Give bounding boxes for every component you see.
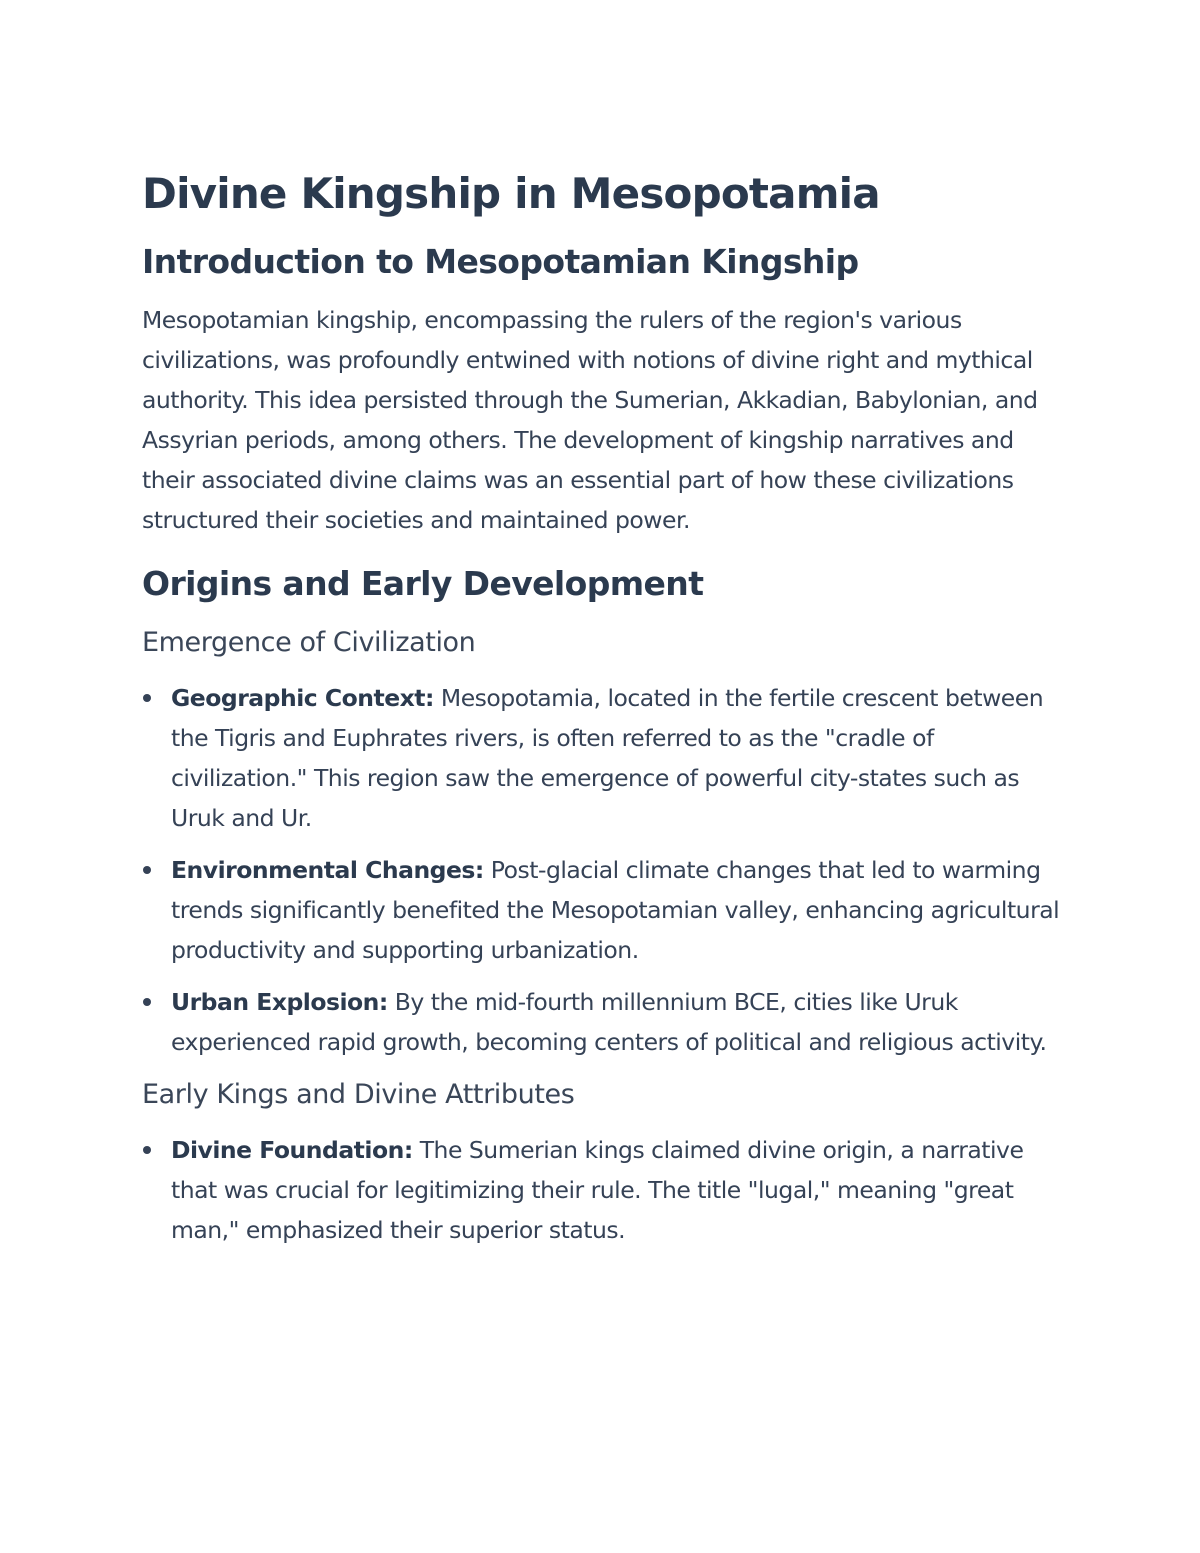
intro-heading: Introduction to Mesopotamian Kingship <box>142 242 859 281</box>
list-item <box>142 982 1062 1062</box>
origins-heading: Origins and Early Development <box>142 564 704 603</box>
list-item-text: By the mid-fourth millennium BCE, cities like Uruk experienced rapid growth, becoming centers of political and religious activity. <box>171 988 1047 1056</box>
bullet-icon <box>143 1146 151 1154</box>
list-item-term: Divine Foundation: <box>171 1136 413 1164</box>
intro-paragraph: Mesopotamian kingship, encompassing the rulers of the region's various civilizations, was profoundly entwined with notions of divine right and mythical authority. This idea persisted through the Sumerian, Akkadian, Babylonian, and Assyrian periods, among others. The development of kingship narratives and their associated divine claims was an essential part of how these civilizations structured their societies and maintained power. <box>142 306 1038 534</box>
bullet-icon <box>143 694 151 702</box>
emergence-list <box>142 678 1062 1062</box>
bullet-icon <box>143 998 151 1006</box>
early-kings-heading: Early Kings and Divine Attributes <box>142 1079 575 1110</box>
document-title: Divine Kingship in Mesopotamia <box>142 169 880 218</box>
list-item-text: Mesopotamia, located in the fertile crescent between the Tigris and Euphrates rivers, is often referred to as the "cradle of civilization." This region saw the emergence of powerful city-states such as Uruk and Ur. <box>171 684 1044 832</box>
list-item-term: Urban Explosion: <box>171 988 388 1016</box>
list-item <box>142 678 1062 838</box>
list-item <box>142 1130 1062 1250</box>
list-item-term: Environmental Changes: <box>171 856 484 884</box>
list-item <box>142 850 1062 970</box>
list-item-term: Geographic Context: <box>171 684 434 712</box>
document-page <box>142 162 1062 1262</box>
bullet-icon <box>143 866 151 874</box>
list-item-text: Post-glacial climate changes that led to warming trends significantly benefited the Mesopotamian valley, enhancing agricultural productivity and supporting urbanization. <box>171 856 1060 964</box>
emergence-heading: Emergence of Civilization <box>142 627 476 658</box>
list-item-text: The Sumerian kings claimed divine origin, a narrative that was crucial for legitimizing their rule. The title "lugal," meaning "great man," emphasized their superior status. <box>171 1136 1024 1244</box>
early-kings-list <box>142 1130 1062 1250</box>
